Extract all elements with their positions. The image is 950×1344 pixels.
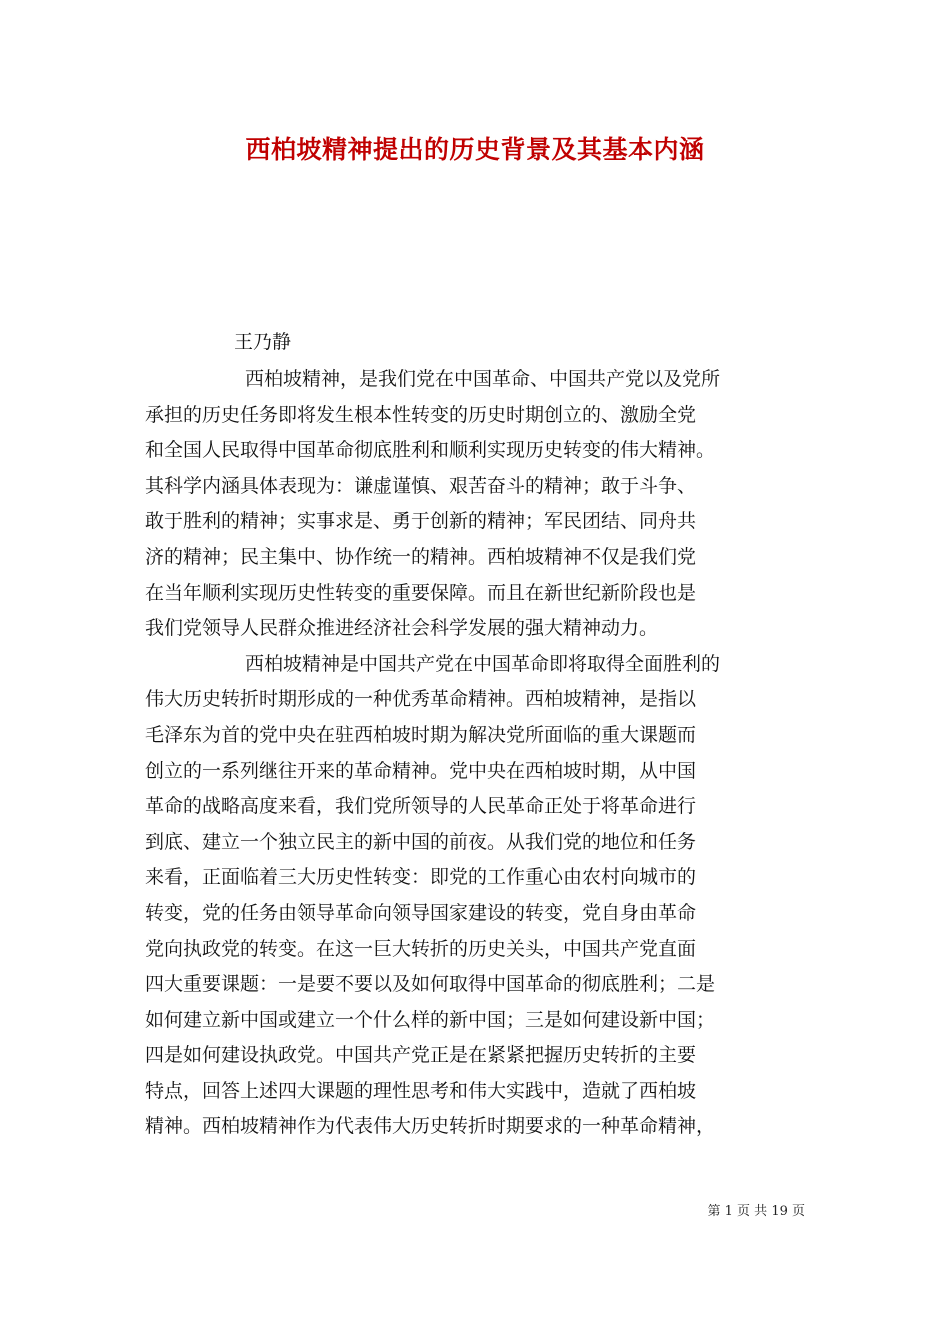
paragraph-line: 党向执政党的转变。在这一巨大转折的历史关头，中国共产党直面: [145, 937, 697, 960]
paragraph-line: 济的精神；民主集中、协作统一的精神。西柏坡精神不仅是我们党: [145, 545, 697, 568]
paragraph-line: 来看，正面临着三大历史性转变：即党的工作重心由农村向城市的: [145, 866, 697, 889]
paragraph-line: 转变，党的任务由领导革命向领导国家建设的转变，党自身由革命: [145, 901, 697, 924]
paragraph-line: 伟大历史转折时期形成的一种优秀革命精神。西柏坡精神，是指以: [145, 688, 697, 711]
paragraph-line: 西柏坡精神，是我们党在中国革命、中国共产党以及党所: [245, 368, 721, 390]
paragraph-line: 创立的一系列继往开来的革命精神。党中央在西柏坡时期，从中国: [145, 759, 697, 782]
paragraph-line: 和全国人民取得中国革命彻底胜利和顺利实现历史转变的伟大精神。: [145, 439, 716, 462]
page-number: 第 1 页 共 19 页: [707, 1204, 805, 1219]
paragraph-line: 敢于胜利的精神；实事求是、勇于创新的精神；军民团结、同舟共: [145, 510, 697, 533]
paragraph-line: 革命的战略高度来看，我们党所领导的人民革命正处于将革命进行: [145, 795, 697, 818]
paragraph-line: 四是如何建设执政党。中国共产党正是在紧紧把握历史转折的主要: [145, 1044, 697, 1067]
document-title: 西柏坡精神提出的历史背景及其基本内涵: [245, 135, 705, 164]
author-name: 王乃静: [234, 331, 292, 353]
paragraph-line: 在当年顺利实现历史性转变的重要保障。而且在新世纪新阶段也是: [145, 581, 697, 604]
body-text: [145, 362, 809, 1145]
paragraph-line: 承担的历史任务即将发生根本性转变的历史时期创立的、激励全党: [145, 403, 697, 426]
paragraph-line: 如何建立新中国或建立一个什么样的新中国；三是如何建设新中国；: [145, 1008, 716, 1031]
paragraph-line: 我们党领导人民群众推进经济社会科学发展的强大精神动力。: [145, 617, 659, 640]
paragraph-line: 西柏坡精神是中国共产党在中国革命即将取得全面胜利的: [245, 652, 721, 675]
paragraph-line: 特点，回答上述四大课题的理性思考和伟大实践中，造就了西柏坡: [145, 1079, 697, 1102]
paragraph-line: 四大重要课题：一是要不要以及如何取得中国革命的彻底胜利；二是: [145, 973, 716, 996]
paragraph-line: 其科学内涵具体表现为：谦虚谨慎、艰苦奋斗的精神；敢于斗争、: [145, 474, 697, 497]
paragraph-line: 精神。西柏坡精神作为代表伟大历史转折时期要求的一种革命精神，: [145, 1115, 716, 1138]
paragraph-line: 到底、建立一个独立民主的新中国的前夜。从我们党的地位和任务: [145, 830, 697, 853]
paragraph-line: 毛泽东为首的党中央在驻西柏坡时期为解决党所面临的重大课题而: [145, 723, 697, 746]
